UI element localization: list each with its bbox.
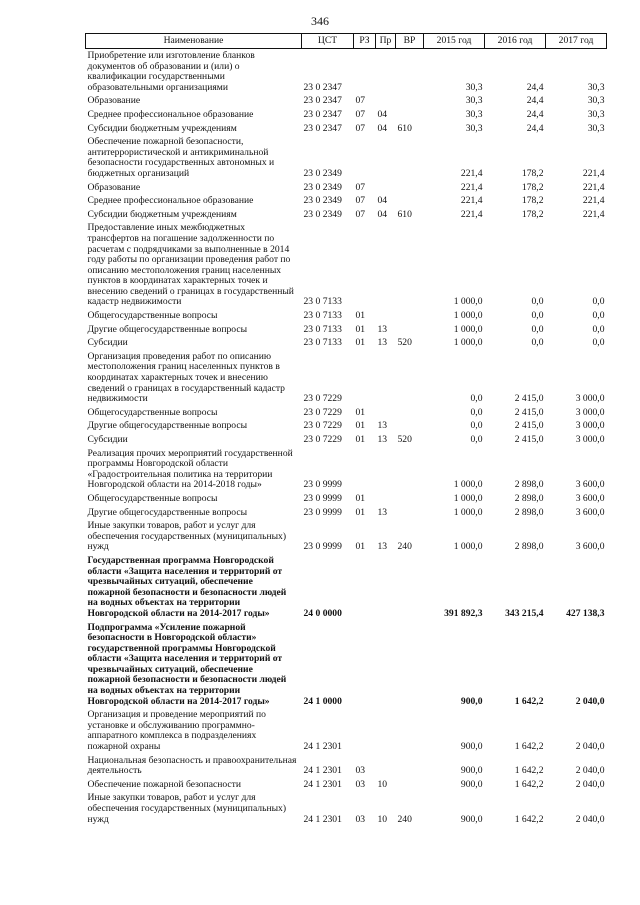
cell-vr bbox=[396, 419, 424, 433]
cell-cst: 24 1 0000 bbox=[303, 695, 342, 707]
cell-rz: 07 bbox=[355, 181, 366, 193]
cell-2017: 221,4 bbox=[582, 167, 605, 179]
cell-2017: 221,4 bbox=[582, 195, 605, 207]
table-row bbox=[86, 49, 607, 95]
cell-2017: 3 600,0 bbox=[575, 506, 605, 518]
cell-cst: 23 0 7133 bbox=[303, 310, 342, 322]
table-row bbox=[86, 754, 607, 778]
cell-cst: 23 0 9999 bbox=[303, 492, 342, 504]
cell-2017: 3 000,0 bbox=[575, 393, 605, 405]
cell-pr bbox=[376, 181, 396, 195]
cell-cst: 23 0 2347 bbox=[303, 95, 342, 107]
cell-pr bbox=[376, 708, 396, 753]
header-2017: 2017 год bbox=[546, 34, 607, 49]
cell-name: Другие общегосударственные вопросы bbox=[87, 323, 248, 335]
cell-2015: 1 000,0 bbox=[453, 310, 483, 322]
cell-2017: 0,0 bbox=[592, 323, 605, 335]
header-cst: ЦСТ bbox=[302, 34, 354, 49]
cell-cst: 23 0 7229 bbox=[303, 406, 342, 418]
table-row bbox=[86, 791, 607, 826]
cell-2016: 0,0 bbox=[531, 337, 544, 349]
cell-2015: 0,0 bbox=[470, 420, 483, 432]
cell-2015: 391 892,3 bbox=[444, 607, 483, 619]
header-vr: ВР bbox=[396, 34, 424, 49]
table-row bbox=[86, 94, 607, 108]
cell-rz: 03 bbox=[355, 778, 366, 790]
cell-2016: 2 415,0 bbox=[514, 420, 544, 432]
cell-rz: 07 bbox=[355, 122, 366, 134]
cell-cst: 23 0 2349 bbox=[303, 181, 342, 193]
cell-rz bbox=[354, 135, 376, 180]
cell-vr: 520 bbox=[397, 337, 412, 349]
cell-name: Организация и проведение мероприятий по установке и обслуживанию программно-аппаратного комплекса в подразделениях пожарной охраны bbox=[87, 709, 266, 753]
cell-vr bbox=[396, 181, 424, 195]
cell-2016: 0,0 bbox=[531, 310, 544, 322]
cell-2017: 30,3 bbox=[587, 108, 605, 120]
cell-vr bbox=[396, 323, 424, 337]
cell-cst: 23 0 9999 bbox=[303, 506, 342, 518]
cell-2017: 0,0 bbox=[592, 337, 605, 349]
cell-vr bbox=[396, 309, 424, 323]
cell-pr bbox=[376, 621, 396, 709]
table-row bbox=[86, 336, 607, 350]
cell-name: Государственная программа Новгородской области «Защита населения и территорий от чрезвычайных ситуаций, обеспечение пожарной безопасности и безопасности людей на водных объектах на территории Новгородской области на 2014-2017 годы» bbox=[87, 554, 287, 619]
cell-2015: 221,4 bbox=[460, 195, 483, 207]
cell-name: Организация проведения работ по описанию местоположения границ населенных пунктов в координатах характерных точек и внесению сведений о границах в государственный кадастр недвижимости bbox=[87, 350, 285, 405]
table-row bbox=[86, 323, 607, 337]
cell-vr: 520 bbox=[397, 434, 412, 445]
cell-2016: 178,2 bbox=[521, 195, 544, 207]
header-2015: 2015 год bbox=[424, 34, 485, 49]
table-row bbox=[86, 208, 607, 222]
cell-name: Другие общегосударственные вопросы bbox=[87, 506, 248, 518]
cell-pr bbox=[376, 94, 396, 108]
table-row bbox=[86, 194, 607, 208]
cell-name: Реализация прочих мероприятий государственной программы Новгородской области «Градостроительная политика на территории Новгородской области на 2014-2018 годы» bbox=[87, 447, 293, 491]
cell-vr: 240 bbox=[397, 541, 412, 553]
cell-vr bbox=[396, 194, 424, 208]
cell-2015: 1 000,0 bbox=[453, 337, 483, 349]
table-row bbox=[86, 519, 607, 554]
cell-vr bbox=[396, 406, 424, 420]
cell-cst: 23 0 2347 bbox=[303, 81, 342, 93]
cell-pr bbox=[376, 754, 396, 778]
cell-2015: 0,0 bbox=[470, 393, 483, 405]
cell-2017: 3 600,0 bbox=[575, 479, 605, 491]
cell-rz: 01 bbox=[355, 506, 366, 518]
cell-cst: 23 0 7229 bbox=[303, 420, 342, 432]
cell-rz bbox=[354, 350, 376, 406]
cell-name: Общегосударственные вопросы bbox=[87, 406, 218, 418]
table-row bbox=[86, 419, 607, 433]
cell-2015: 900,0 bbox=[460, 765, 483, 777]
budget-table bbox=[85, 33, 607, 826]
cell-2015: 900,0 bbox=[460, 741, 483, 753]
cell-rz: 07 bbox=[355, 108, 366, 120]
cell-2017: 2 040,0 bbox=[575, 741, 605, 753]
cell-name: Обеспечение пожарной безопасности bbox=[87, 778, 242, 790]
cell-name: Субсидии бюджетным учреждениям bbox=[87, 122, 237, 134]
cell-2016: 2 415,0 bbox=[514, 406, 544, 418]
table-row bbox=[86, 621, 607, 709]
cell-2015: 900,0 bbox=[460, 778, 483, 790]
cell-2016: 178,2 bbox=[521, 181, 544, 193]
table-row bbox=[86, 708, 607, 753]
cell-rz bbox=[354, 49, 376, 95]
cell-2015: 1 000,0 bbox=[453, 506, 483, 518]
cell-2016: 2 415,0 bbox=[514, 434, 544, 445]
header-pr: Пр bbox=[376, 34, 396, 49]
cell-cst: 23 0 2347 bbox=[303, 108, 342, 120]
cell-2016: 24,4 bbox=[526, 108, 544, 120]
cell-2015: 221,4 bbox=[460, 167, 483, 179]
cell-2016: 0,0 bbox=[531, 323, 544, 335]
header-rz: РЗ bbox=[354, 34, 376, 49]
cell-2015: 1 000,0 bbox=[453, 479, 483, 491]
cell-cst: 23 0 2349 bbox=[303, 195, 342, 207]
table-row bbox=[86, 447, 607, 492]
cell-2017: 427 138,3 bbox=[566, 607, 605, 619]
cell-name: Субсидии бюджетным учреждениям bbox=[87, 208, 237, 220]
cell-rz bbox=[354, 621, 376, 709]
cell-2016: 2 898,0 bbox=[514, 506, 544, 518]
table-row bbox=[86, 135, 607, 180]
table-row bbox=[86, 122, 607, 136]
cell-2016: 1 642,2 bbox=[514, 778, 544, 790]
cell-rz: 01 bbox=[355, 541, 366, 553]
cell-vr bbox=[396, 621, 424, 709]
cell-vr: 240 bbox=[397, 813, 412, 825]
cell-2017: 3 000,0 bbox=[575, 406, 605, 418]
cell-pr bbox=[376, 135, 396, 180]
cell-cst: 23 0 7133 bbox=[303, 296, 342, 308]
cell-cst: 23 0 7229 bbox=[303, 393, 342, 405]
cell-2016: 178,2 bbox=[521, 208, 544, 220]
cell-cst: 23 0 7229 bbox=[303, 434, 342, 445]
cell-2015: 30,3 bbox=[465, 108, 483, 120]
cell-name: Другие общегосударственные вопросы bbox=[87, 420, 248, 432]
cell-vr bbox=[396, 506, 424, 520]
cell-2017: 2 040,0 bbox=[575, 813, 605, 825]
cell-2015: 1 000,0 bbox=[453, 323, 483, 335]
cell-name: Субсидии bbox=[87, 337, 128, 349]
table-row bbox=[86, 181, 607, 195]
cell-2017: 30,3 bbox=[587, 95, 605, 107]
cell-cst: 23 0 7133 bbox=[303, 323, 342, 335]
cell-2017: 2 040,0 bbox=[575, 765, 605, 777]
cell-2016: 2 898,0 bbox=[514, 541, 544, 553]
cell-2016: 24,4 bbox=[526, 122, 544, 134]
cell-name: Иные закупки товаров, работ и услуг для обеспечения государственных (муниципальных) нужд bbox=[87, 520, 287, 553]
cell-pr: 10 bbox=[377, 813, 388, 825]
table-row bbox=[86, 221, 607, 309]
cell-vr bbox=[396, 708, 424, 753]
cell-2017: 30,3 bbox=[587, 81, 605, 93]
cell-2015: 1 000,0 bbox=[453, 296, 483, 308]
cell-pr bbox=[376, 221, 396, 309]
cell-cst: 23 0 2349 bbox=[303, 208, 342, 220]
cell-2016: 24,4 bbox=[526, 81, 544, 93]
cell-pr: 13 bbox=[377, 506, 388, 518]
cell-rz: 03 bbox=[355, 765, 366, 777]
cell-2015: 1 000,0 bbox=[453, 492, 483, 504]
table-row bbox=[86, 350, 607, 406]
cell-rz: 01 bbox=[355, 310, 366, 322]
cell-2017: 2 040,0 bbox=[575, 778, 605, 790]
cell-rz: 07 bbox=[355, 95, 366, 107]
cell-name: Подпрограмма «Усиление пожарной безопасности в Новгородской области» государственной программы Новгородской области «Защита населения и территорий от чрезвычайных ситуаций, обеспечение пожарной безопасности и безопасности людей на водных объектах на территории Новгородской области на 2014-2017 годы» bbox=[87, 621, 287, 707]
cell-pr bbox=[376, 447, 396, 492]
cell-vr bbox=[396, 350, 424, 406]
cell-pr bbox=[376, 350, 396, 406]
cell-2016: 1 642,2 bbox=[514, 695, 544, 707]
cell-cst: 24 1 2301 bbox=[303, 765, 342, 777]
cell-cst: 24 1 2301 bbox=[303, 778, 342, 790]
cell-name: Общегосударственные вопросы bbox=[87, 492, 218, 504]
cell-2015: 221,4 bbox=[460, 208, 483, 220]
cell-2017: 3 000,0 bbox=[575, 420, 605, 432]
cell-cst: 23 0 9999 bbox=[303, 479, 342, 491]
cell-2016: 2 898,0 bbox=[514, 479, 544, 491]
cell-2016: 0,0 bbox=[531, 296, 544, 308]
cell-name: Обеспечение пожарной безопасности, антитеррористической и антикриминальной безопасности государственных автономных и бюджетных организаций bbox=[87, 136, 275, 179]
cell-name: Среднее профессиональное образование bbox=[87, 195, 254, 207]
cell-2016: 2 898,0 bbox=[514, 492, 544, 504]
cell-cst: 24 1 2301 bbox=[303, 741, 342, 753]
cell-vr: 610 bbox=[397, 208, 412, 220]
table-row bbox=[86, 554, 607, 621]
cell-rz: 03 bbox=[355, 813, 366, 825]
cell-rz: 01 bbox=[355, 406, 366, 418]
cell-2016: 2 415,0 bbox=[514, 393, 544, 405]
cell-cst: 23 0 2349 bbox=[303, 167, 342, 179]
cell-vr bbox=[396, 135, 424, 180]
cell-rz: 07 bbox=[355, 208, 366, 220]
cell-pr bbox=[376, 492, 396, 506]
table-row bbox=[86, 506, 607, 520]
cell-2017: 3 600,0 bbox=[575, 492, 605, 504]
cell-rz: 01 bbox=[355, 420, 366, 432]
cell-rz bbox=[354, 221, 376, 309]
cell-2015: 0,0 bbox=[470, 434, 483, 445]
cell-rz bbox=[354, 554, 376, 621]
cell-pr: 04 bbox=[377, 122, 388, 134]
cell-vr bbox=[396, 221, 424, 309]
cell-vr bbox=[396, 108, 424, 122]
cell-name: Среднее профессиональное образование bbox=[87, 108, 254, 120]
cell-2015: 1 000,0 bbox=[453, 541, 483, 553]
cell-vr bbox=[396, 778, 424, 792]
cell-vr bbox=[396, 49, 424, 95]
cell-pr: 04 bbox=[377, 208, 388, 220]
cell-pr: 04 bbox=[377, 108, 388, 120]
cell-2015: 30,3 bbox=[465, 122, 483, 134]
cell-rz: 01 bbox=[355, 323, 366, 335]
cell-vr bbox=[396, 492, 424, 506]
cell-vr bbox=[396, 447, 424, 492]
cell-cst: 24 1 2301 bbox=[303, 813, 342, 825]
cell-name: Образование bbox=[87, 181, 141, 193]
cell-name: Приобретение или изготовление бланков документов об образовании и (или) о квалификации государственными образовательными организациями bbox=[87, 50, 255, 93]
cell-pr: 13 bbox=[377, 323, 388, 335]
cell-pr bbox=[376, 49, 396, 95]
cell-name: Общегосударственные вопросы bbox=[87, 310, 218, 322]
header-name: Наименование bbox=[86, 34, 302, 49]
page-number: 346 bbox=[311, 14, 329, 28]
cell-cst: 23 0 7133 bbox=[303, 337, 342, 349]
cell-2015: 900,0 bbox=[460, 813, 483, 825]
cell-cst: 23 0 2347 bbox=[303, 122, 342, 134]
cell-2017: 221,4 bbox=[582, 208, 605, 220]
table-row bbox=[86, 406, 607, 420]
cell-rz: 01 bbox=[355, 434, 366, 445]
cell-2016: 1 642,2 bbox=[514, 741, 544, 753]
cell-2015: 900,0 bbox=[460, 695, 483, 707]
cell-rz: 07 bbox=[355, 195, 366, 207]
cell-name: Национальная безопасность и правоохранительная деятельность bbox=[87, 754, 297, 777]
cell-2015: 30,3 bbox=[465, 81, 483, 93]
cell-rz bbox=[354, 708, 376, 753]
cell-vr bbox=[396, 94, 424, 108]
cell-name: Образование bbox=[87, 95, 141, 107]
cell-2017: 30,3 bbox=[587, 122, 605, 134]
table-row bbox=[86, 108, 607, 122]
cell-cst: 23 0 9999 bbox=[303, 541, 342, 553]
cell-pr: 13 bbox=[377, 420, 388, 432]
table-row bbox=[86, 433, 607, 447]
cell-2017: 0,0 bbox=[592, 310, 605, 322]
cell-2017: 0,0 bbox=[592, 296, 605, 308]
cell-2016: 1 642,2 bbox=[514, 765, 544, 777]
table-row bbox=[86, 492, 607, 506]
cell-pr: 04 bbox=[377, 195, 388, 207]
cell-pr bbox=[376, 406, 396, 420]
cell-cst: 24 0 0000 bbox=[303, 607, 342, 619]
cell-2017: 2 040,0 bbox=[575, 695, 605, 707]
cell-2016: 178,2 bbox=[521, 167, 544, 179]
cell-2016: 1 642,2 bbox=[514, 813, 544, 825]
cell-pr bbox=[376, 309, 396, 323]
cell-rz: 01 bbox=[355, 492, 366, 504]
cell-rz: 01 bbox=[355, 337, 366, 349]
cell-2017: 3 000,0 bbox=[575, 434, 605, 445]
cell-2015: 221,4 bbox=[460, 181, 483, 193]
table-body bbox=[86, 49, 607, 827]
cell-name: Предоставление иных межбюджетных трансфертов на погашение задолженности по расчетам с подрядчиками за выполненные в 2014 году работы по организации проведения работ по описанию местоположения границ населенных пунктов в координатах характерных точек и внесению сведений о границах в государственный кадастр недвижимости bbox=[87, 222, 294, 308]
cell-2015: 30,3 bbox=[465, 95, 483, 107]
cell-2016: 24,4 bbox=[526, 95, 544, 107]
cell-name: Иные закупки товаров, работ и услуг для обеспечения государственных (муниципальных) нужд bbox=[87, 792, 287, 825]
cell-pr: 13 bbox=[377, 434, 388, 445]
cell-vr: 610 bbox=[397, 122, 412, 134]
cell-name: Субсидии bbox=[87, 434, 128, 445]
cell-pr: 13 bbox=[377, 337, 388, 349]
table-header-row bbox=[86, 34, 607, 49]
cell-2017: 221,4 bbox=[582, 181, 605, 193]
cell-pr bbox=[376, 554, 396, 621]
cell-rz bbox=[354, 447, 376, 492]
cell-2017: 3 600,0 bbox=[575, 541, 605, 553]
cell-pr: 10 bbox=[377, 778, 388, 790]
cell-vr bbox=[396, 554, 424, 621]
table-row bbox=[86, 778, 607, 792]
header-2016: 2016 год bbox=[485, 34, 546, 49]
cell-vr bbox=[396, 754, 424, 778]
cell-2016: 343 215,4 bbox=[505, 607, 544, 619]
cell-2015: 0,0 bbox=[470, 406, 483, 418]
table-row bbox=[86, 309, 607, 323]
cell-pr: 13 bbox=[377, 541, 388, 553]
